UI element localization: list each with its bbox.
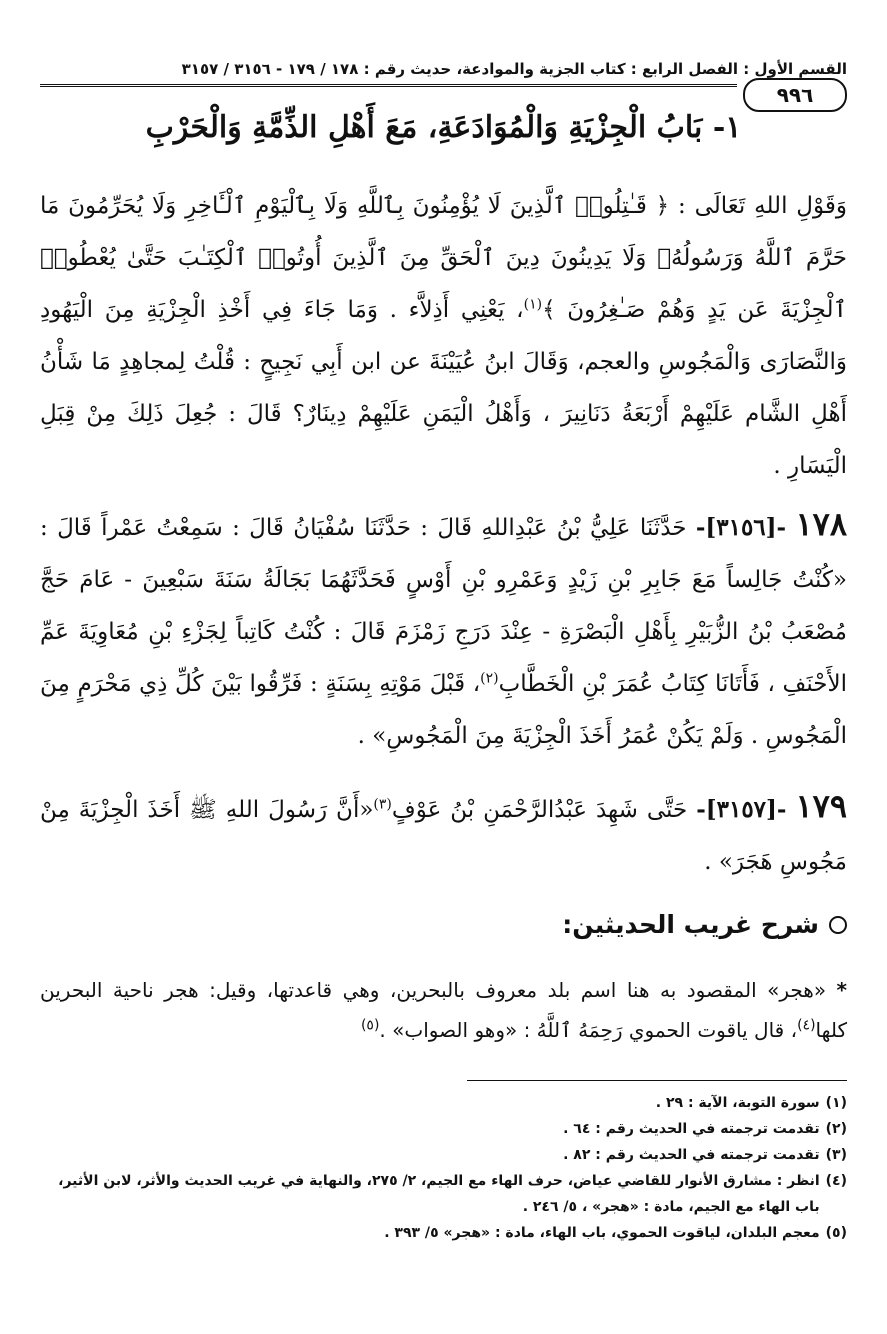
footnote-item xyxy=(40,1220,847,1246)
footnote-text: تقدمت ترجمته في الحديث رقم : ٨٢ . xyxy=(563,1147,820,1163)
hadith-text-continued: ، قَبْلَ مَوْتِهِ بِسَنَةٍ : فَرِّقُوا بَيْنَ كُلِّ ذِي مَحْرَمٍ مِنَ الْمَجُوسِ . وَلَمْ يَكُنْ عُمَرُ أَخَذَ الْجِزْيَةَ مِنَ الْمَجُوسِ» . xyxy=(40,671,847,749)
footnote-text: تقدمت ترجمته في الحديث رقم : ٦٤ . xyxy=(563,1121,820,1137)
footnote-item xyxy=(40,1142,847,1168)
footnote-ref-3[interactable]: (٣) xyxy=(373,796,392,813)
hadith-reference: -[٣١٥٦]- xyxy=(695,514,787,541)
intro-text-before-note: وَقَوْلِ اللهِ تَعَالَى : ﴿ قَـٰتِلُوا۟ ٱلَّذِينَ لَا يُؤْمِنُونَ بِٱللَّهِ وَلَا بِٱلْيَوْمِ ٱلْـَٔاخِرِ وَلَا يُحَرِّمُونَ مَا حَرَّمَ ٱللَّهُ وَرَسُولُهُۥ وَلَا يَدِينُونَ دِينَ ٱلْحَقِّ مِنَ ٱلَّذِينَ أُوتُوا۟ ٱلْكِتَـٰبَ حَتَّىٰ يُعْطُوا۟ ٱلْجِزْيَةَ عَن يَدٍ وَهُمْ صَـٰغِرُونَ ﴾ xyxy=(40,193,847,323)
footnote-text: معجم البلدان، لياقوت الحموي، باب الهاء، مادة : «هجر» ٥/ ٣٩٣ . xyxy=(384,1225,820,1241)
footnote-text: انظر : مشارق الأنوار للقاضي عياض، حرف الهاء مع الجيم، ٢/ ٢٧٥، والنهاية في غريب الحديث والأثر، لابن الأثير، باب الهاء مع الجيم، مادة : «هجر» ، ٥/ ٢٤٦ . xyxy=(58,1173,820,1215)
hadith-reference: -[٣١٥٧]- xyxy=(696,796,787,823)
running-header: القسم الأول : الفصل الرابع : كتاب الجزية والموادعة، حديث رقم : ١٧٨ / ١٧٩ - ٣١٥٦ / ٣١٥٧ xyxy=(181,60,847,78)
page-number-badge: ٩٩٦ xyxy=(743,78,847,112)
hadith-178-paragraph xyxy=(40,498,847,762)
header-rule xyxy=(40,84,737,87)
footnote-rule xyxy=(467,1080,847,1081)
footnote-item xyxy=(40,1116,847,1142)
footnote-ref-1[interactable]: (١) xyxy=(523,296,543,313)
footnote-text: سورة التوبة، الآية : ٢٩ . xyxy=(655,1095,820,1111)
footnote-number: (٥) xyxy=(825,1225,847,1241)
intro-paragraph xyxy=(40,180,847,492)
footnote-ref-2[interactable]: (٢) xyxy=(480,670,499,687)
footnote-ref-5[interactable]: (٥) xyxy=(360,1017,380,1034)
footnote-number: (١) xyxy=(825,1095,847,1111)
footnote-number: (٣) xyxy=(825,1147,847,1163)
footnote-number: (٤) xyxy=(825,1173,847,1189)
footnote-item xyxy=(40,1090,847,1116)
circle-bullet-icon xyxy=(829,916,847,934)
intro-text-after-note: ، يَعْنِي أَذِلاَّء . وَمَا جَاءَ فِي أَخْذِ الْجِزْيَةِ مِنَ الْيَهُودِ وَالنَّصَارَى وَالْمَجُوسِ والعجم، وَقَالَ ابنُ عُيَيْنَةَ عن ابن أَبِي نَجِيحٍ : قُلْتُ لِمجاهِدٍ مَا شَأْنُ أَهْلِ الشَّام عَلَيْهِمْ أَرْبَعَةُ دَنَانِيرَ ، وَأَهْلُ الْيَمَنِ عَلَيْهِمْ دِينَارٌ؟ قَالَ : جُعِلَ ذَلِكَ مِنْ قِبَلِ الْيَسَارِ . xyxy=(40,297,847,479)
hadith-text: حَدَّثَنَا عَلِيُّ بْنُ عَبْدِاللهِ قَالَ : حَدَّثَنَا سُفْيَانُ قَالَ : سَمِعْتُ عَمْراً قَالَ : «كُنْتُ جَالِساً مَعَ جَابِرِ بْنِ زَيْدٍ وَعَمْرِو بْنِ أَوْسٍ فَحَدَّثَهُمَا بَجَالَةُ سَنَةَ سَبْعِينَ - عَامَ حَجَّ مُصْعَبُ بْنُ الزُّبَيْرِ بِأَهْلِ الْبَصْرَةِ - عِنْدَ دَرَجِ زَمْزَمَ قَالَ : كُنْتُ كَاتِباً لِجَزْءِ بْنِ مُعَاوِيَةَ عَمِّ الأَحْنَفِ ، فَأَتَانَا كِتَابُ عُمَرَ بْنِ الْخَطَّابِ xyxy=(40,515,848,697)
footnotes-list xyxy=(40,1090,847,1246)
section-heading xyxy=(40,910,847,939)
hadith-number: ١٧٩ xyxy=(795,787,848,825)
hadith-text-continued: «أَنَّ رَسُولَ اللهِ ﷺ أَخَذَ الْجِزْيَةَ مِنْ مَجُوسِ هَجَرَ» . xyxy=(40,797,847,875)
footnote-ref-4[interactable]: (٤) xyxy=(797,1017,816,1034)
explanation-paragraph xyxy=(40,970,847,1050)
explanation-text-continued: ، قال ياقوت الحموي رَحِمَهُ ٱللَّهُ : «وهو الصواب» . xyxy=(379,1018,798,1042)
chapter-title: ١- بَابُ الْجِزْيَةِ وَالْمُوَادَعَةِ، مَعَ أَهْلِ الذِّمَّةِ وَالْحَرْبِ xyxy=(145,110,742,145)
hadith-text: حَتَّى شَهِدَ عَبْدُالرَّحْمَنِ بْنُ عَوْفٍ xyxy=(391,797,688,823)
explanation-text: «هجر» المقصود به هنا اسم بلد معروف بالبحرين، وهي قاعدتها، وقيل: هجر ناحية البحرين كلها xyxy=(40,978,847,1042)
hadith-number: ١٧٨ xyxy=(795,505,847,543)
section-heading-text: شرح غريب الحديثين: xyxy=(562,910,819,939)
star-bullet-icon: * xyxy=(836,978,847,1002)
hadith-179-paragraph xyxy=(40,780,847,888)
footnote-item xyxy=(40,1168,847,1220)
footnote-number: (٢) xyxy=(825,1121,847,1137)
